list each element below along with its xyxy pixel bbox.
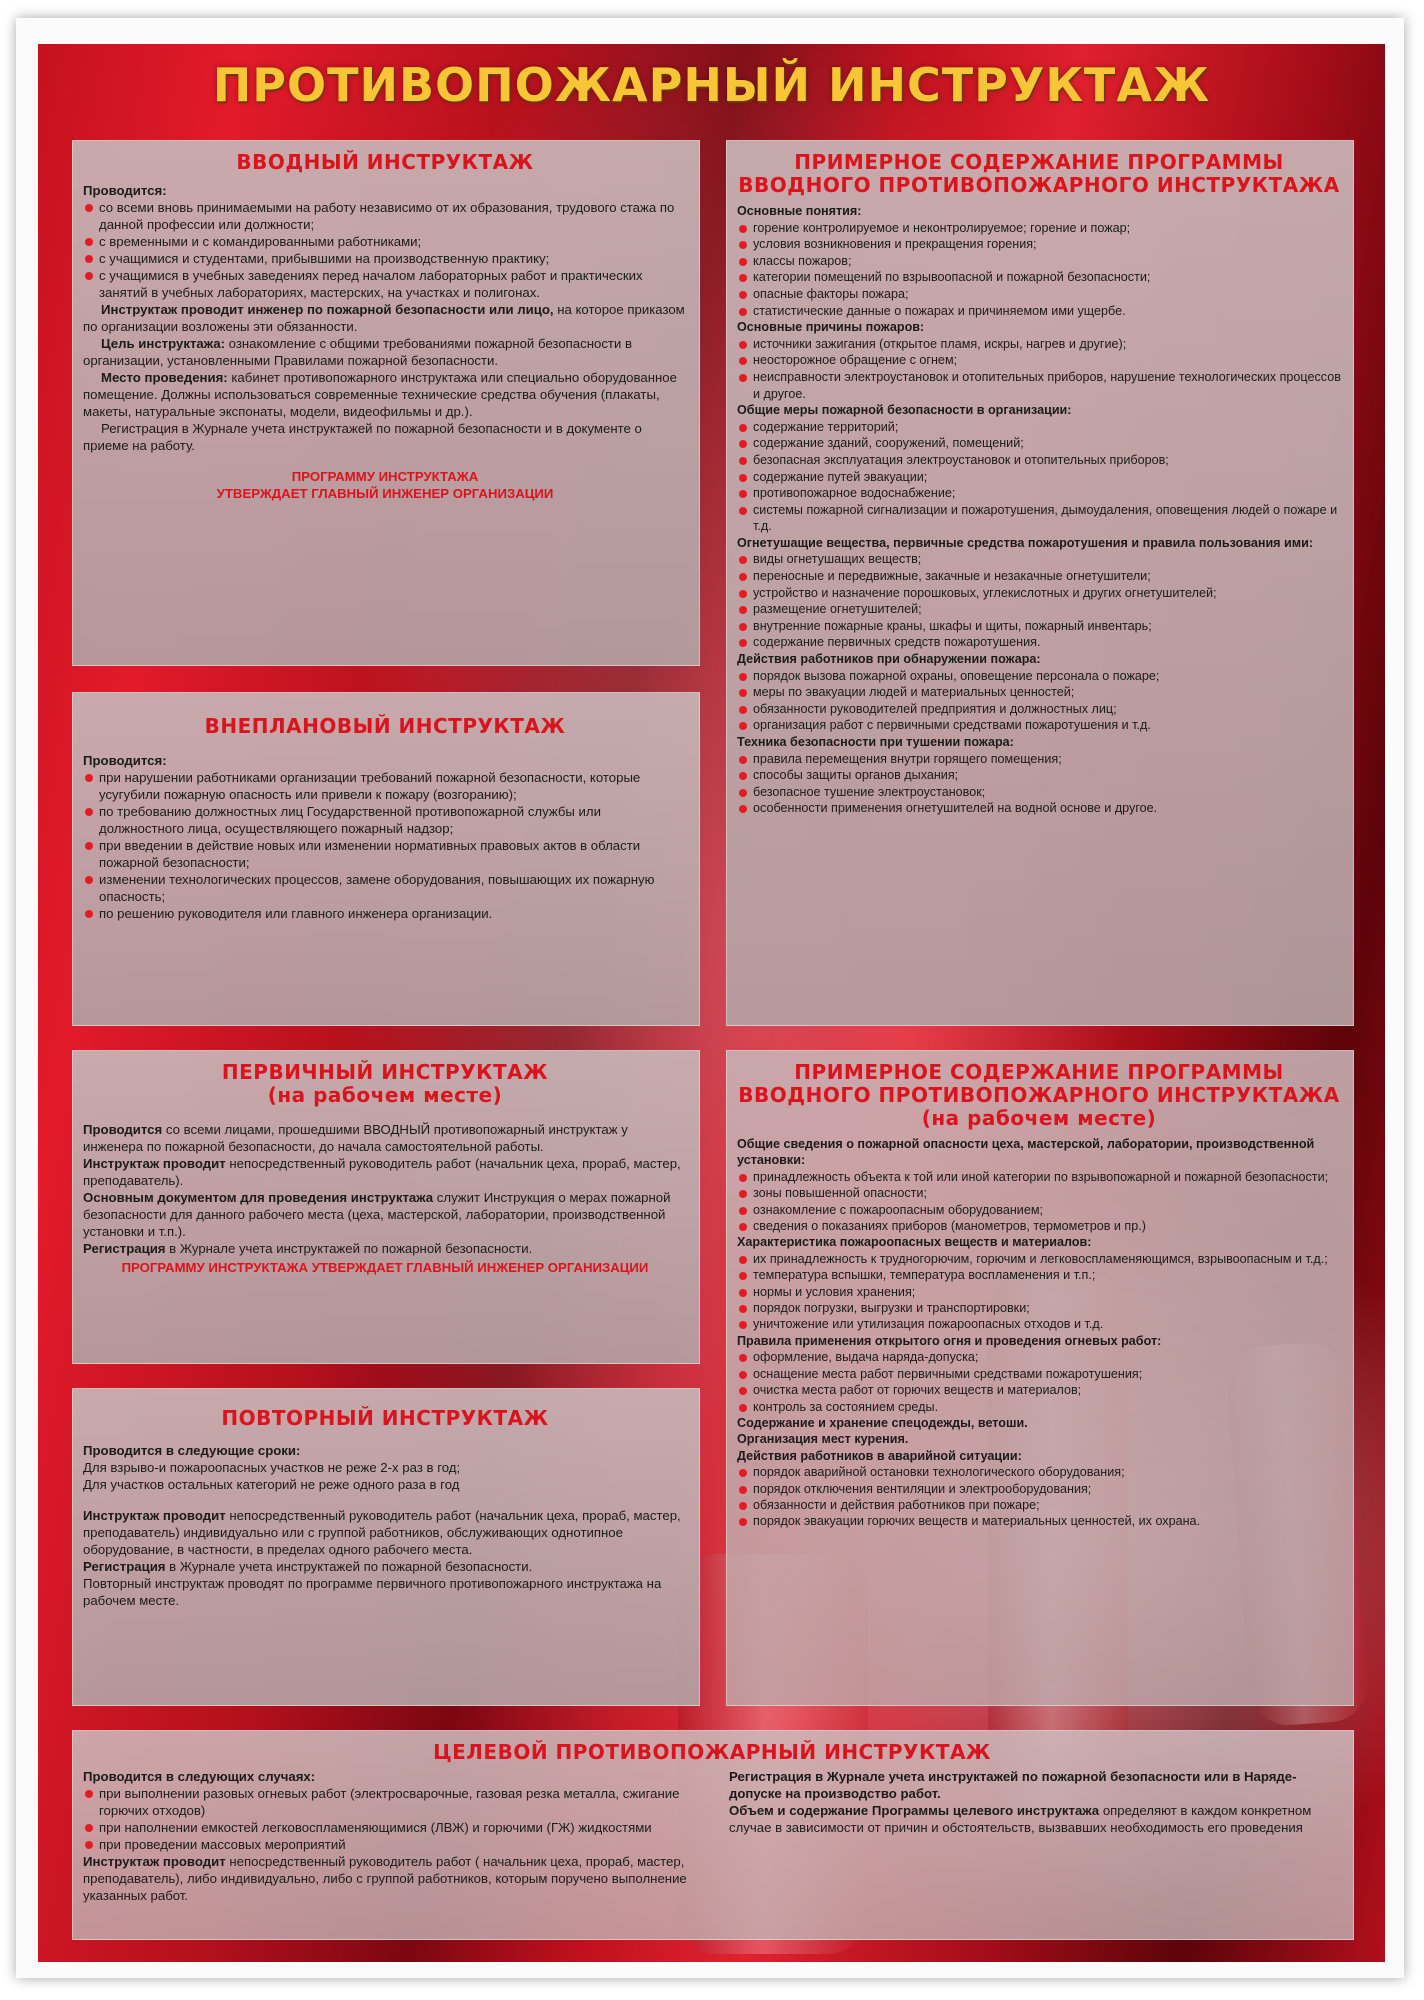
bold-text: Основным документом для проведения инструктажа — [83, 1190, 434, 1205]
list-item: со всеми вновь принимаемыми на работу независимо от их образования, трудового стажа по данной профессии или должности; — [83, 199, 687, 233]
paragraph — [83, 1240, 687, 1257]
list-item: безопасное тушение электроустановок; — [737, 784, 1341, 801]
poster-title: ПРОТИВОПОЖАРНЫЙ ИНСТРУКТАЖ — [212, 58, 1211, 112]
paragraph — [83, 1155, 687, 1189]
bullet-list — [737, 1349, 1341, 1415]
list-item: при проведении массовых мероприятий — [83, 1836, 695, 1853]
bullet-list — [83, 1785, 695, 1853]
list-item: порядок вызова пожарной охраны, оповещение персонала о пожаре; — [737, 668, 1341, 685]
bold-text: Цель инструктажа: — [101, 336, 225, 351]
two-columns — [83, 1768, 1341, 1904]
section-title: Основные причины пожаров: — [737, 320, 925, 335]
bold-text: Регистрация в Журнале учета инструктажей по пожарной безопасности или в Наряде-допуске на производство работ. — [729, 1769, 1297, 1801]
panel-heading: ПОВТОРНЫЙ ИНСТРУКТАЖ — [221, 1406, 549, 1430]
paragraph-text: в Журнале учета инструктажей по пожарной безопасности. — [169, 1241, 533, 1256]
heading-line: (на рабочем месте) — [921, 1106, 1157, 1130]
list-item: организация работ с первичными средствами пожаротушения и т.д. — [737, 717, 1341, 734]
approval-note — [83, 468, 687, 502]
heading-line: ПРИМЕРНОЕ СОДЕРЖАНИЕ ПРОГРАММЫ — [794, 1060, 1284, 1084]
paragraph — [83, 1853, 695, 1904]
paragraph-text: кабинет противопожарного инструктажа или специально оборудованное помещение. Должны использоваться современные технические средства обучения (плакаты, макеты, натуральные экспонаты, модели, видеофильмы и др.). — [83, 370, 677, 419]
list-item: при наполнении емкостей легковоспламеняющимися (ЛВЖ) и горючими (ГЖ) жидкостями — [83, 1819, 695, 1836]
list-item: обязанности руководителей предприятия и должностных лиц; — [737, 701, 1341, 718]
list-item: при введении в действие новых или изменении нормативных правовых актов в области пожарной безопасности; — [83, 837, 687, 871]
list-item: правила перемещения внутри горящего помещения; — [737, 751, 1341, 768]
paragraph-text: ознакомление с общими требованиями пожарной безопасности в организации, установленными Правилами пожарной безопасности. — [83, 336, 633, 368]
section-title: Техника безопасности при тушении пожара: — [737, 735, 1014, 749]
program-sections — [737, 203, 1341, 817]
section-title: Общие меры пожарной безопасности в организации: — [737, 403, 1072, 418]
bold-text: Инструктаж проводит — [83, 1854, 226, 1869]
list-item: при нарушении работниками организации требований пожарной безопасности, которые усугубили пожарную опасность или привели к пожару (возгоранию); — [83, 769, 687, 803]
list-item: с учащимися и студентами, прибывшими на производственную практику; — [83, 250, 687, 267]
list-item: устройство и назначение порошковых, углекислотных и других огнетушителей; — [737, 585, 1341, 602]
approval-note: ПРОГРАММУ ИНСТРУКТАЖА УТВЕРЖДАЕТ ГЛАВНЫЙ ИНЖЕНЕР ОРГАНИЗАЦИИ — [121, 1260, 649, 1275]
list-item: содержание первичных средств пожаротушения. — [737, 634, 1341, 651]
panel-pervichny — [72, 1050, 700, 1364]
list-item: принадлежность объекта к той или иной категории по взрывопожарной и пожарной безопасности; — [737, 1169, 1341, 1185]
section-title: Основные понятия: — [737, 204, 862, 218]
list-item: очистка места работ от горючих веществ и материалов; — [737, 1382, 1341, 1398]
bullet-list — [83, 769, 687, 922]
paragraph-text: непосредственный руководитель работ (начальник цеха, прораб, мастер, преподаватель) индивидуально или с группой работников, обслуживающих однотипное оборудование, в частности, в пределах одного рабочего места. — [83, 1508, 681, 1557]
heading-line: (на рабочем месте) — [267, 1083, 503, 1107]
heading-line: ПЕРВИЧНЫЙ ИНСТРУКТАЖ — [221, 1060, 549, 1084]
list-item: внутренние пожарные краны, шкафы и щиты, пожарный инвентарь; — [737, 618, 1341, 635]
list-item: опасные факторы пожара; — [737, 286, 1341, 303]
spacer — [83, 1493, 687, 1507]
paragraph — [83, 1189, 687, 1240]
paragraph — [83, 369, 687, 420]
list-item: размещение огнетушителей; — [737, 601, 1341, 618]
list-item: противопожарное водоснабжение; — [737, 485, 1341, 502]
terms-label: Проводится в следующие сроки: — [83, 1443, 301, 1458]
section-title: Правила применения открытого огня и проведения огневых работ: — [737, 1333, 1162, 1348]
list-item: статистические данные о пожарах и причиняемом ими ущербе. — [737, 303, 1341, 320]
paragraph — [729, 1768, 1341, 1802]
bullet-list — [737, 1464, 1341, 1530]
paragraph-text: определяют в каждом конкретном случае в зависимости от причин и обстоятельств, вызвавших необходимость его проведения — [729, 1803, 1312, 1835]
list-item: порядок аварийной остановки технологического оборудования; — [737, 1464, 1341, 1480]
paragraph: Регистрация в Журнале учета инструктажей по пожарной безопасности и в документе о приеме на работу. — [83, 421, 642, 453]
list-item: неисправности электроустановок и отопительных приборов, нарушение технологических процессов и другое. — [737, 369, 1341, 402]
program-sections — [737, 1136, 1341, 1530]
paragraph — [83, 1558, 687, 1575]
bullet-list — [737, 1251, 1341, 1333]
list-item: переносные и передвижные, закачные и незакачные огнетушители; — [737, 568, 1341, 585]
list-item: по требованию должностных лиц Государственной противопожарной службы или должностного лица, осуществляющего пожарный надзор; — [83, 803, 687, 837]
poster — [38, 44, 1385, 1962]
list-item: ознакомление с пожароопасным оборудованием; — [737, 1202, 1341, 1218]
list-item: категории помещений по взрывоопасной и пожарной безопасности; — [737, 269, 1341, 286]
list-item: сведения о показаниях приборов (манометров, термометров и пр.) — [737, 1218, 1341, 1234]
panel-heading — [737, 151, 1341, 197]
list-item: оформление, выдача наряда-допуска; — [737, 1349, 1341, 1365]
bullet-list — [737, 551, 1341, 651]
list-item: порядок отключения вентиляции и электрооборудования; — [737, 1481, 1341, 1497]
list-item: безопасная эксплуатация электроустановок и отопительных приборов; — [737, 452, 1341, 469]
section-title: Организация мест курения. — [737, 1432, 909, 1447]
list-item: обязанности и действия работников при пожаре; — [737, 1497, 1341, 1513]
column-left — [83, 1768, 695, 1904]
column-right — [729, 1768, 1341, 1904]
cases-label: Проводится в следующих случаях: — [83, 1769, 316, 1784]
list-item: нормы и условия хранения; — [737, 1284, 1341, 1300]
paragraph — [83, 1507, 687, 1558]
bullet-list — [737, 751, 1341, 817]
approval-line: УТВЕРЖДАЕТ ГЛАВНЫЙ ИНЖЕНЕР ОРГАНИЗАЦИИ — [216, 486, 554, 501]
section-title: Огнетушащие вещества, первичные средства пожаротушения и правила пользования ими: — [737, 535, 1314, 550]
section-title: Содержание и хранение спецодежды, ветоши. — [737, 1415, 1028, 1430]
list-item: источники зажигания (открытое пламя, искры, нагрев и другие); — [737, 336, 1341, 353]
paragraph: Для участков остальных категорий не реже одного раза в год — [83, 1477, 460, 1492]
list-item: порядок погрузки, выгрузки и транспортировки; — [737, 1300, 1341, 1316]
conducted-label: Проводится: — [83, 183, 167, 198]
bold-text: Инструктаж проводит — [83, 1156, 226, 1171]
panel-program-vvodny — [726, 140, 1354, 1026]
bold-text: Инструктаж проводит инженер по пожарной безопасности или лицо, — [101, 302, 554, 317]
bold-text: Объем и содержание Программы целевого инструктажа — [729, 1803, 1100, 1818]
panel-celevoy — [72, 1730, 1354, 1940]
paragraph — [83, 301, 687, 335]
paragraph — [83, 1121, 687, 1155]
list-item: содержание зданий, сооружений, помещений; — [737, 435, 1341, 452]
paragraph — [83, 335, 687, 369]
bullet-list — [83, 199, 687, 301]
panel-vneplan — [72, 692, 700, 1026]
list-item: горение контролируемое и неконтролируемое; горение и пожар; — [737, 220, 1341, 237]
list-item: контроль за состоянием среды. — [737, 1399, 1341, 1415]
bold-text: Инструктаж проводит — [83, 1508, 226, 1523]
list-item: по решению руководителя или главного инженера организации. — [83, 905, 687, 922]
list-item: порядок эвакуации горючих веществ и материальных ценностей, их охрана. — [737, 1513, 1341, 1529]
paragraph: Для взрыво-и пожароопасных участков не реже 2-х раз в год; — [83, 1460, 461, 1475]
list-item: меры по эвакуации людей и материальных ценностей; — [737, 684, 1341, 701]
paragraph-text: в Журнале учета инструктажей по пожарной безопасности. — [169, 1559, 533, 1574]
list-item: классы пожаров; — [737, 253, 1341, 270]
list-item: содержание путей эвакуации; — [737, 469, 1341, 486]
bullet-list — [737, 1169, 1341, 1235]
list-item: оснащение места работ первичными средствами пожаротушения; — [737, 1366, 1341, 1382]
paragraph: Повторный инструктаж проводят по программе первичного противопожарного инструктажа на рабочем месте. — [83, 1576, 662, 1608]
list-item: зоны повышенной опасности; — [737, 1185, 1341, 1201]
paragraph-text: непосредственный руководитель работ (начальник цеха, прораб, мастер, преподаватель). — [83, 1156, 681, 1188]
approval-line: ПРОГРАММУ ИНСТРУКТАЖА — [291, 469, 479, 484]
panel-povtorny — [72, 1388, 700, 1706]
heading-line: ПРИМЕРНОЕ СОДЕРЖАНИЕ ПРОГРАММЫ — [794, 150, 1284, 174]
panel-heading: ЦЕЛЕВОЙ ПРОТИВОПОЖАРНЫЙ ИНСТРУКТАЖ — [433, 1740, 991, 1764]
list-item: особенности применения огнетушителей на водной основе и другое. — [737, 800, 1341, 817]
heading-line: ВВОДНОГО ПРОТИВОПОЖАРНОГО ИНСТРУКТАЖА — [738, 173, 1340, 197]
list-item: неосторожное обращение с огнем; — [737, 352, 1341, 369]
list-item: виды огнетушащих веществ; — [737, 551, 1341, 568]
list-item: способы защиты органов дыхания; — [737, 767, 1341, 784]
panel-vvodny — [72, 140, 700, 666]
bold-text: Регистрация — [83, 1559, 166, 1574]
list-item: температура вспышки, температура воспламенения и т.п.; — [737, 1267, 1341, 1283]
section-title: Действия работников при обнаружении пожара: — [737, 652, 1041, 667]
list-item: с учащимися в учебных заведениях перед началом лабораторных работ и практических занятий в учебных лабораториях, мастерских, на участках и полигонах. — [83, 267, 687, 301]
bold-text: Регистрация — [83, 1241, 166, 1256]
panel-heading: ВНЕПЛАНОВЫЙ ИНСТРУКТАЖ — [204, 714, 566, 738]
list-item: изменении технологических процессов, замене оборудования, повышающих их пожарную опасность; — [83, 871, 687, 905]
list-item: содержание территорий; — [737, 419, 1341, 436]
paragraph-text: со всеми лицами, прошедшими ВВОДНЫЙ противопожарный инструктаж у инженера по пожарной безопасности, до начала самостоятельной работы. — [83, 1122, 628, 1154]
paragraph-text: непосредственный руководитель работ ( начальник цеха, прораб, мастер, преподаватель), либо индивидуально, либо с группой работников, которым поручено выполнение указанных работ. — [83, 1854, 687, 1903]
bullet-list — [737, 419, 1341, 535]
list-item: уничтожение или утилизация пожароопасных отходов и т.д. — [737, 1316, 1341, 1332]
heading-line: ВВОДНОГО ПРОТИВОПОЖАРНОГО ИНСТРУКТАЖА — [738, 1083, 1340, 1107]
list-item: с временными и с командированными работниками; — [83, 233, 687, 250]
panel-program-workplace — [726, 1050, 1354, 1706]
paragraph — [729, 1802, 1341, 1836]
paragraph-text: на которое приказом по организации возложены эти обязанности. — [83, 302, 685, 334]
section-title: Общие сведения о пожарной опасности цеха, мастерской, лаборатории, производственной установки: — [737, 1137, 1315, 1168]
panel-heading — [83, 1061, 687, 1107]
conducted-label: Проводится: — [83, 753, 167, 768]
list-item: при выполнении разовых огневых работ (электросварочные, газовая резка металла, сжигание горючих отходов) — [83, 1785, 695, 1819]
bullet-list — [737, 668, 1341, 734]
bullet-list — [737, 336, 1341, 402]
list-item: условия возникновения и прекращения горения; — [737, 236, 1341, 253]
panel-heading — [737, 1061, 1341, 1130]
paragraph-text: служит Инструкция о мерах пожарной безопасности для данного рабочего места (цеха, мастерской, лаборатории, производственной установки и т.п.). — [83, 1190, 671, 1239]
bold-text: Проводится — [83, 1122, 163, 1137]
list-item: их принадлежность к трудногорючим, горючим и легковоспламеняющимся, взрывоопасным и т.д.; — [737, 1251, 1341, 1267]
bullet-list — [737, 220, 1341, 320]
section-title: Характеристика пожароопасных веществ и материалов: — [737, 1235, 1092, 1250]
panel-heading: ВВОДНЫЙ ИНСТРУКТАЖ — [236, 150, 534, 174]
bold-text: Место проведения: — [101, 370, 228, 385]
list-item: системы пожарной сигнализации и пожаротушения, дымоудаления, оповещения людей о пожаре и т.д. — [737, 502, 1341, 535]
section-title: Действия работников в аварийной ситуации: — [737, 1448, 1022, 1463]
